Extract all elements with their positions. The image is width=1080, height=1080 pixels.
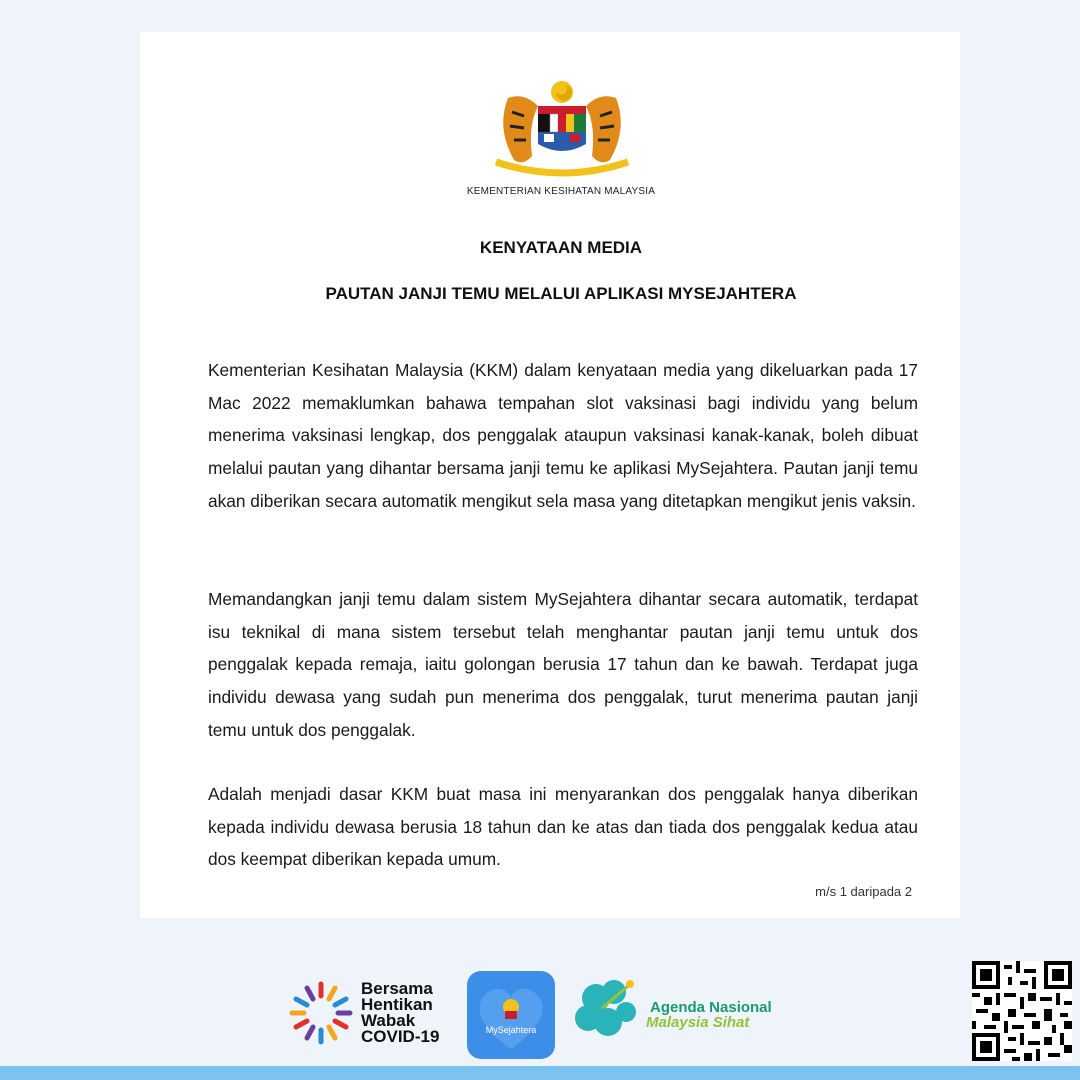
document-subtitle: PAUTAN JANJI TEMU MELALUI APLIKASI MYSEJAHTERA <box>325 284 797 303</box>
sunburst-icon <box>286 978 356 1048</box>
mysejahtera-app-logo <box>467 971 555 1059</box>
paragraph-1: Kementerian Kesihatan Malaysia (KKM) dalam kenyataan media yang dikeluarkan pada 17 Mac 2022 memaklumkan bahawa tempahan slot vaksinasi bagi individu yang belum menerima vaksinasi lengkap, dos penggalak ataupun vaksinasi kanak-kanak, boleh dibuat melalui pautan yang dihantar bersama janji temu ke aplikasi MySejahtera. Pautan janji temu akan diberikan secara automatik mengikut sela masa yang ditetapkan mengikut jenis vaksin. <box>208 360 918 511</box>
app-name: MySejahtera <box>485 1025 537 1035</box>
campaign-logo-text: Bersama Hentikan Wabak COVID-19 <box>361 979 440 1046</box>
ministry-name: KEMENTERIAN KESIHATAN MALAYSIA <box>466 186 656 197</box>
malaysia-coat-of-arms-icon <box>488 78 636 180</box>
heart-icon <box>467 971 555 1059</box>
hibiscus-icon <box>574 978 646 1044</box>
document-title: KENYATAAN MEDIA <box>479 238 643 257</box>
agenda-line-1: Agenda Nasional <box>650 999 772 1016</box>
qr-code-icon <box>972 961 1072 1061</box>
footer-bar <box>0 1066 1080 1080</box>
paragraph-3: Adalah menjadi dasar KKM buat masa ini menyarankan dos penggalak hanya diberikan kepada individu dewasa berusia 18 tahun dan ke atas dan tiada dos penggalak kedua atau dos keempat diberikan kepada umum. <box>208 784 918 870</box>
agenda-line-2: Malaysia Sihat <box>646 1014 750 1031</box>
page-number: m/s 1 daripada 2 <box>815 884 912 899</box>
paragraph-2: Memandangkan janji temu dalam sistem MySejahtera dihantar secara automatik, terdapat isu teknikal di mana sistem tersebut telah menghantar pautan janji temu untuk dos penggalak kepada remaja, iaitu golongan berusia 17 tahun dan ke bawah. Terdapat juga individu dewasa yang sudah pun menerima dos penggalak, turut menerima pautan janji temu untuk dos penggalak. <box>208 589 918 740</box>
